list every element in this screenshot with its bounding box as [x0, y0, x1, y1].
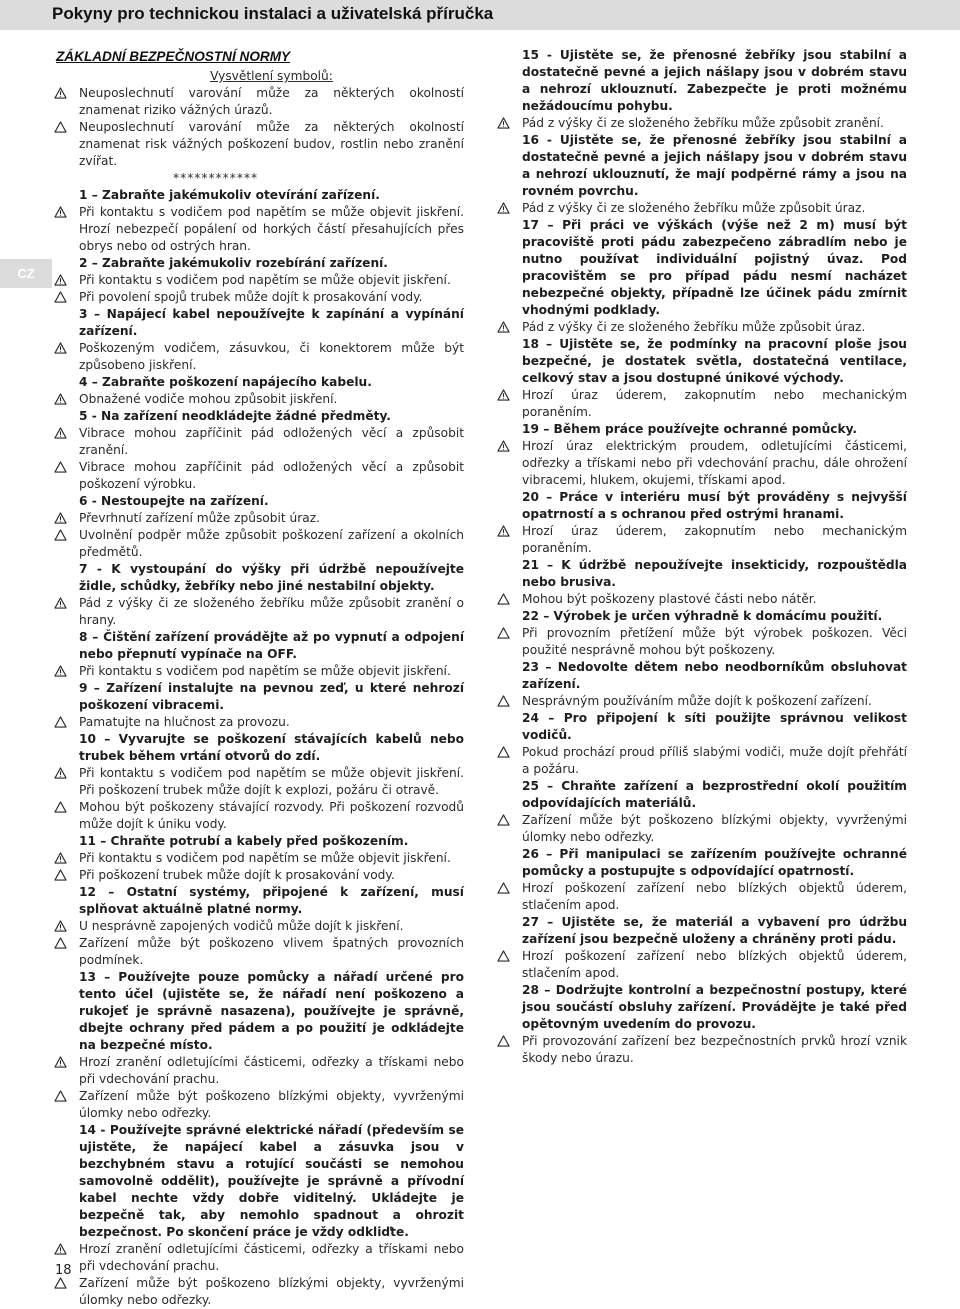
warning-text [79, 510, 464, 527]
warning-icon [497, 950, 510, 962]
warning-text [79, 340, 464, 374]
rule-heading: 7 - K vystoupání do výšky při údržbě nepoužívejte židle, schůdky, žebříky nebo jiné nestabilní objekty. [79, 562, 464, 593]
rule-heading: 21 – K údržbě nepoužívejte insekticidy, rozpouštědla nebo brusiva. [522, 558, 907, 589]
warning-excl-icon [497, 202, 510, 214]
warning-text-body: Zařízení může být poškozeno vlivem špatných provozních podmínek. [79, 936, 464, 967]
warning-excl-icon [497, 525, 510, 537]
rule-heading: 12 – Ostatní systémy, připojené k zařízení, musí splňovat aktuálně platné normy. [79, 885, 464, 916]
warning-text-body: Vibrace mohou zapříčinit pád odložených věcí a způsobit zranění. [79, 426, 464, 457]
warning-text-body: Při kontaktu s vodičem pod napětím se může objevit jiskření. Hrozí nebezpečí popálení od horkých částí přesahujících přes obrys nebo od ostrých hran. [79, 205, 464, 253]
warning-excl-icon [54, 427, 67, 439]
warning-text-body: Při kontaktu s vodičem pod napětím se může objevit jiskření. Při poškození trubek může dojít k explozi, požáru či otravě. [79, 766, 464, 797]
warning-text-body: Mohou být poškozeny plastové části nebo nátěr. [522, 592, 817, 606]
rule-heading: 24 – Pro připojení k síti použijte správnou velikost vodičů. [522, 711, 907, 742]
warning-text-body: Hrozí úraz elektrickým proudem, odletujícími částicemi, odřezky a třískami nebo při vdechování prachu, dále ohrožení vibracemi, hlukem, okujemi, třískami apod. [522, 439, 907, 487]
warning-text [522, 880, 907, 914]
warning-text [79, 850, 464, 867]
rule-heading: 19 – Během práce používejte ochranné pomůcky. [522, 422, 858, 436]
warning-icon [497, 695, 510, 707]
rule-heading: 1 – Zabraňte jakémukoliv otevírání zařízení. [79, 188, 380, 202]
warning-icon [54, 716, 67, 728]
warning-text-body: Při poškození trubek může dojít k prosakování vody. [79, 868, 395, 882]
rule-heading: 2 – Zabraňte jakémukoliv rozebírání zařízení. [79, 256, 388, 270]
language-tab [0, 259, 52, 288]
rule-heading: 22 – Výrobek je určen výhradně k domácímu použití. [522, 609, 883, 623]
rule-heading: 15 - Ujistěte se, že přenosné žebříky jsou stabilní a dostatečně pevné a jejich nášlapy jsou v dobrém stavu a nehrozí uklouznutí. Zabezpečte je proti možnému nežádoucímu pohybu. [522, 48, 907, 113]
warning-text-body: Hrozí poškození zařízení nebo blízkých objektů úderem, stlačením apod. [522, 949, 907, 980]
warning-excl-icon [497, 321, 510, 333]
warning-text [522, 693, 907, 710]
language-tab-label: CZ [17, 266, 35, 281]
warning-text-body: Zařízení může být poškozeno blízkými objekty, vyvrženými úlomky nebo odřezky. [79, 1089, 464, 1120]
warning-excl-icon [54, 393, 67, 405]
rule-heading: 14 - Používejte správné elektrické nářadí (především se ujistěte, že napájecí kabel a zásuvka jsou v bezchybném stavu a rotující součásti se nemohou samovolně oddělit), používejte je správně a přívodní kabel nechte vždy dobře viditelný. Ukládejte je bezpečně tak, aby nemohlo spadnout a ohrozit bezpečnost. Po skončení práce je vždy odkliďte. [79, 1123, 464, 1239]
page-header [0, 0, 960, 30]
warning-text-body: Zařízení může být poškozeno blízkými objekty, vyvrženými úlomky nebo odřezky. [522, 813, 907, 844]
warning-excl-icon [54, 1243, 67, 1255]
warning-icon [54, 529, 67, 541]
warning-icon [54, 937, 67, 949]
warning-text-body: Při povolení spojů trubek může dojít k prosakování vody. [79, 290, 423, 304]
warning-text [522, 744, 907, 778]
warning-excl-icon [54, 1056, 67, 1068]
warning-text [522, 200, 907, 217]
warning-excl-icon [54, 920, 67, 932]
warning-icon [497, 593, 510, 605]
warning-icon [54, 1090, 67, 1102]
warning-excl-icon [54, 206, 67, 218]
warning-text-body: Pokud prochází proud příliš slabými vodiči, muže dojít přehřátí a požáru. [522, 745, 907, 776]
rule-heading: 17 – Při práci ve výškách (výše než 2 m) musí být pracoviště proti pádu zabezpečeno zábradlím nebo je nutno používat individuální pojistný úvaz. Pod pracovištěm se pro případ pádu nesmí nacházet nebezpečné objekty, případně lze účinek pádu zmírnit vhodnými podklady. [522, 218, 907, 317]
warning-excl-icon [54, 342, 67, 354]
warning-text-body: Vibrace mohou zapříčinit pád odložených věcí a způsobit poškození výrobku. [79, 460, 464, 491]
warning-text-body: Obnažené vodiče mohou způsobit jiskření. [79, 392, 338, 406]
warning-text [79, 935, 464, 969]
warning-text-body: Hrozí zranění odletujícími částicemi, odřezky a třískami nebo při vdechování prachu. [79, 1242, 464, 1273]
warning-text [522, 625, 907, 659]
warning-text-body: Uvolnění podpěr může způsobit poškození zařízení a okolních předmětů. [79, 528, 464, 559]
warning-text-body: Hrozí úraz úderem, zakopnutím nebo mechanickým poraněním. [522, 388, 907, 419]
rule-heading: 8 – Čištění zařízení provádějte až po vypnutí a odpojení nebo přepnutí vypínače na OFF. [79, 630, 464, 661]
warning-text [522, 438, 907, 489]
warning-text [79, 1241, 464, 1275]
warning-text [79, 714, 464, 731]
warning-text-body: Pád z výšky či ze složeného žebříku může způsobit úraz. [522, 201, 866, 215]
warning-icon [54, 461, 67, 473]
rule-heading: 4 – Zabraňte poškození napájecího kabelu. [79, 375, 372, 389]
warning-text-body: Při kontaktu s vodičem pod napětím se může objevit jiskření. [79, 664, 451, 678]
warning-excl-icon [497, 117, 510, 129]
rule-heading: 28 – Dodržujte kontrolní a bezpečnostní postupy, které jsou součástí obsluhy zařízení. Provádějte je také před opětovným uvedením do provozu. [522, 983, 907, 1031]
rule-heading: 20 – Práce v interiéru musí být prováděny s nejvyšší opatrností a s ochranou před ostrými hranami. [522, 490, 907, 521]
warning-text [79, 1054, 464, 1088]
warning-excl-icon [54, 274, 67, 286]
warning-icon [54, 869, 67, 881]
rule-heading: 13 – Používejte pouze pomůcky a nářadí určené pro tento účel (ujistěte se, že nářadí není poškozeno a rukojeť je správně nasazena), používejte je správně, dbejte ochrany před pádem a po použití je odkládejte na bezpečné místo. [79, 970, 464, 1052]
warning-text-body: Poškozeným vodičem, zásuvkou, či konektorem může být způsobeno jiskření. [79, 341, 464, 372]
warning-excl-icon [54, 512, 67, 524]
rule-heading: 26 – Při manipulaci se zařízením používejte ochranné pomůcky a postupujte s odpovídající opatrností. [522, 847, 907, 878]
warning-text [79, 391, 464, 408]
warning-text [79, 119, 464, 170]
warning-excl-icon [54, 87, 67, 99]
warning-text [522, 523, 907, 557]
section-title: ZÁKLADNÍ BEZPEČNOSTNÍ NORMY [56, 49, 291, 64]
rule-heading: 16 - Ujistěte se, že přenosné žebříky jsou stabilní a dostatečně pevné a jejich nášlapy jsou v dobrém stavu a nehrozí uklouznutí, že mají podpěrné rámy a jsou na rovném povrchu. [522, 133, 907, 198]
warning-text-body: Zařízení může být poškozeno blízkými objekty, vyvrženými úlomky nebo odřezky. [79, 1276, 464, 1307]
rule-heading: 18 – Ujistěte se, že podmínky na pracovní ploše jsou bezpečné, je dostatek světla, dostatečná ventilace, celkový stav a jsou dostupné únikové východy. [522, 337, 907, 385]
warning-text-body: Při kontaktu s vodičem pod napětím se může objevit jiskření. [79, 273, 451, 287]
warning-text-body: Při provozním přetížení může být výrobek poškozen. Věci použité nesprávně mohou být poškozeny. [522, 626, 907, 657]
warning-icon [54, 121, 67, 133]
warning-text [79, 289, 464, 306]
symbols-heading: Vysvětlení symbolů: [210, 69, 333, 83]
warning-text [79, 85, 464, 119]
warning-text-body: Hrozí poškození zařízení nebo blízkých objektů úderem, stlačením apod. [522, 881, 907, 912]
warning-excl-icon [54, 852, 67, 864]
warning-text-body: Pád z výšky či ze složeného žebříku může způsobit zranění o hrany. [79, 596, 464, 627]
warning-excl-icon [54, 665, 67, 677]
warning-text [79, 765, 464, 799]
warning-text-body: Při kontaktu s vodičem pod napětím se může objevit jiskření. [79, 851, 451, 865]
warning-text-body: Pád z výšky či ze složeného žebříku může způsobit zranění. [522, 116, 884, 130]
warning-text [522, 319, 907, 336]
right-column [522, 47, 907, 1067]
page-title: Pokyny pro technickou instalaci a uživatelská příručka [52, 4, 494, 23]
rule-heading: 5 - Na zařízení neodkládejte žádné předměty. [79, 409, 391, 423]
warning-text [79, 663, 464, 680]
warning-text [79, 1088, 464, 1122]
warning-text-body: Převrhnutí zařízení může způsobit úraz. [79, 511, 321, 525]
warning-text-body: Neuposlechnutí varování může za některých okolností znamenat riziko vážných úrazů. [79, 86, 464, 117]
rule-heading: 3 – Napájecí kabel nepoužívejte k zapínání a vypínání zařízení. [79, 307, 464, 338]
warning-text [79, 204, 464, 255]
warning-icon [497, 746, 510, 758]
warning-icon [497, 627, 510, 639]
warning-text-body: Mohou být poškozeny stávající rozvody. Při poškození rozvodů může dojít k úniku vody. [79, 800, 464, 831]
warning-text-body: U nesprávně zapojených vodičů může dojít k jiskření. [79, 919, 404, 933]
rule-heading: 10 – Vyvarujte se poškození stávajících kabelů nebo trubek během vrtání otvorů do zdí. [79, 732, 464, 763]
rule-heading: 11 – Chraňte potrubí a kabely před poškozením. [79, 834, 409, 848]
warning-text-body: Nesprávným používáním může dojít k poškození zařízení. [522, 694, 872, 708]
warning-text-body: Pád z výšky či ze složeného žebříku může způsobit úraz. [522, 320, 866, 334]
warning-icon [497, 814, 510, 826]
warning-excl-icon [54, 597, 67, 609]
rule-heading: 27 – Ujistěte se, že materiál a vybavení pro údržbu zařízení jsou bezpečně uloženy a chráněny proti pádu. [522, 915, 907, 946]
warning-text-body: Hrozí zranění odletujícími částicemi, odřezky a třískami nebo při vdechování prachu. [79, 1055, 464, 1086]
warning-text [79, 1275, 464, 1309]
warning-text [79, 595, 464, 629]
warning-text [79, 527, 464, 561]
warning-icon [54, 291, 67, 303]
warning-icon [497, 1035, 510, 1047]
warning-text [522, 812, 907, 846]
warning-icon [497, 882, 510, 894]
rule-heading: 23 – Nedovolte dětem nebo neodborníkům obsluhovat zařízení. [522, 660, 907, 691]
warning-text [79, 799, 464, 833]
rule-heading: 6 - Nestoupejte na zařízení. [79, 494, 269, 508]
page-number: 18 [55, 1263, 72, 1278]
warning-excl-icon [54, 767, 67, 779]
warning-text-body: Pamatujte na hlučnost za provozu. [79, 715, 290, 729]
rule-heading: 25 – Chraňte zařízení a bezprostřední okolí použitím odpovídajících materiálů. [522, 779, 907, 810]
rule-heading: 9 – Zařízení instalujte na pevnou zeď, u které nehrozí poškození vibracemi. [79, 681, 464, 712]
warning-text [522, 948, 907, 982]
separator: ************ [173, 171, 259, 185]
warning-text-body: Při provozování zařízení bez bezpečnostních prvků hrozí vznik škody nebo úrazu. [522, 1034, 907, 1065]
warning-text [79, 459, 464, 493]
warning-text [522, 115, 907, 132]
warning-excl-icon [497, 389, 510, 401]
warning-text [522, 591, 907, 608]
warning-text [79, 918, 464, 935]
warning-text [79, 425, 464, 459]
warning-text [522, 1033, 907, 1067]
warning-text [79, 867, 464, 884]
warning-text [522, 387, 907, 421]
warning-text-body: Neuposlechnutí varování může za některých okolností znamenat risk vážných poškození budov, rostlin nebo zranění zvířat. [79, 120, 464, 168]
warning-text-body: Hrozí úraz úderem, zakopnutím nebo mechanickým poraněním. [522, 524, 907, 555]
warning-excl-icon [497, 440, 510, 452]
warning-text [79, 272, 464, 289]
warning-icon [54, 801, 67, 813]
